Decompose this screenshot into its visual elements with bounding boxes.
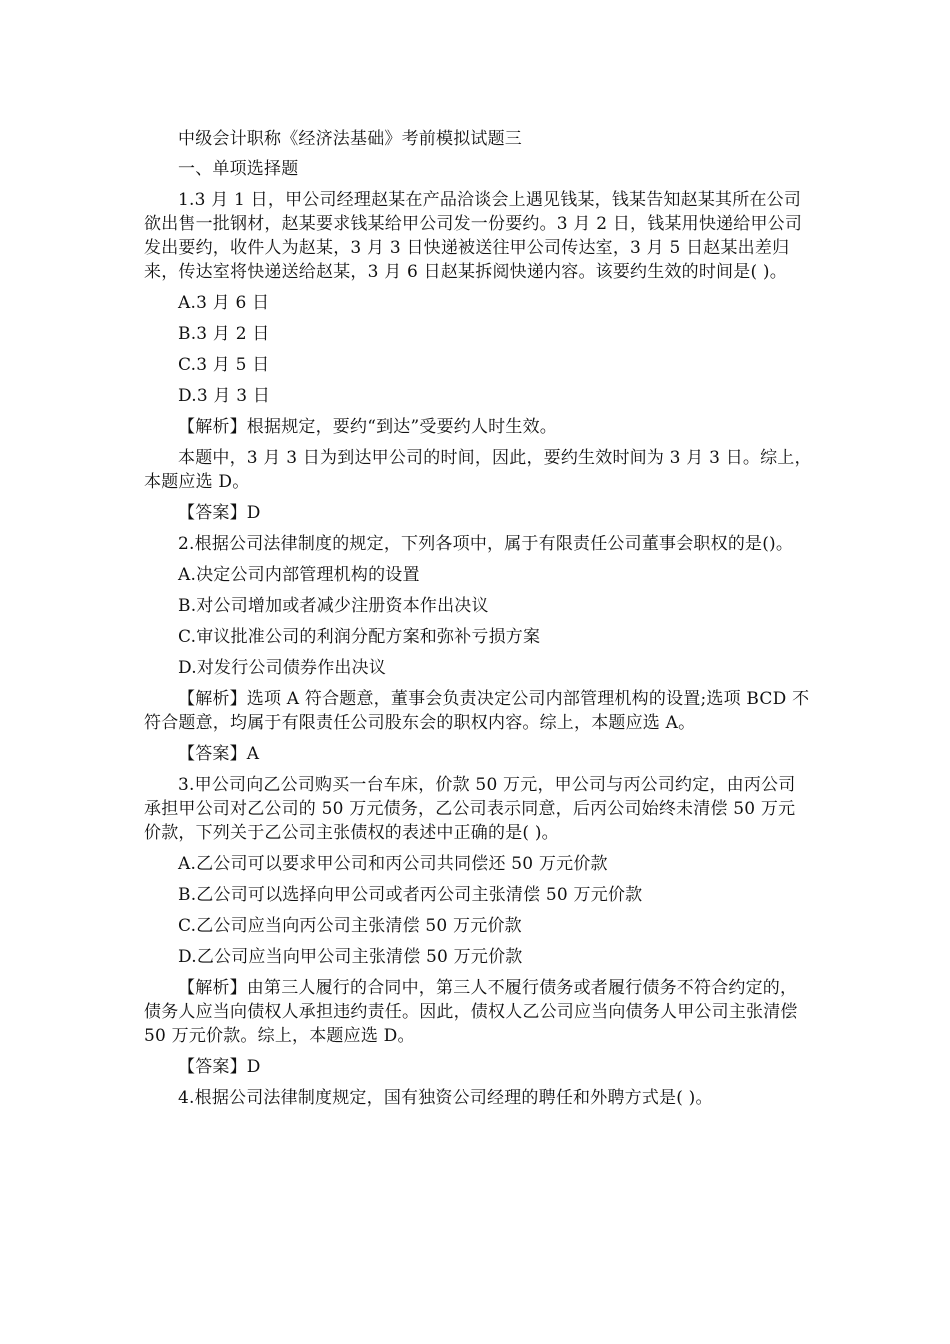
question-4-stem: 4.根据公司法律制度规定，国有独资公司经理的聘任和外聘方式是( )。	[178, 1088, 713, 1108]
question-1-option-b: B.3 月 2 日	[178, 324, 270, 344]
question-2-option-d: D.对发行公司债券作出决议	[178, 658, 387, 678]
section-heading: 一、单项选择题	[178, 159, 299, 179]
question-3-option-a: A.乙公司可以要求甲公司和丙公司共同偿还 50 万元价款	[178, 854, 608, 874]
question-1-answer: 【答案】D	[178, 503, 261, 523]
question-1-option-c: C.3 月 5 日	[178, 355, 270, 375]
question-2-answer: 【答案】A	[178, 744, 260, 764]
question-2-option-c: C.审议批准公司的利润分配方案和弥补亏损方案	[178, 627, 541, 647]
question-2-option-b: B.对公司增加或者减少注册资本作出决议	[178, 596, 489, 616]
question-1-analysis: 【解析】根据规定，要约“到达”受要约人时生效。	[178, 417, 557, 437]
page-title: 中级会计职称《经济法基础》考前模拟试题三	[178, 129, 522, 149]
document-body	[144, 127, 812, 1117]
question-1-option-a: A.3 月 6 日	[178, 293, 270, 313]
question-1-option-d: D.3 月 3 日	[178, 386, 271, 406]
question-3-stem: 3.甲公司向乙公司购买一台车床，价款 50 万元，甲公司与丙公司约定，由丙公司承担甲公司对乙公司的 50 万元债务，乙公司表示同意，后丙公司始终未清偿 50 万元价款，下列关于乙公司主张债权的表述中正确的是( )。	[144, 775, 796, 843]
question-1-stem: 1.3 月 1 日，甲公司经理赵某在产品洽谈会上遇见钱某，钱某告知赵某其所在公司欲出售一批钢材，赵某要求钱某给甲公司发一份要约。3 月 2 日，钱某用快递给甲公司发出要约，收件人为赵某，3 月 3 日快递被送往甲公司传达室，3 月 5 日赵某出差归来，传达室将快递送给赵某，3 月 6 日赵某拆阅快递内容。该要约生效的时间是( )。	[144, 190, 803, 282]
question-3-option-c: C.乙公司应当向丙公司主张清偿 50 万元价款	[178, 916, 522, 936]
question-3-analysis: 【解析】由第三人履行的合同中，第三人不履行债务或者履行债务不符合约定的，债务人应当向债权人承担违约责任。因此，债权人乙公司应当向债务人甲公司主张清偿 50 万元价款。综上，本题应选 D。	[144, 978, 798, 1046]
question-2-stem: 2.根据公司法律制度的规定，下列各项中，属于有限责任公司董事会职权的是()。	[178, 534, 794, 554]
question-3-option-b: B.乙公司可以选择向甲公司或者丙公司主张清偿 50 万元价款	[178, 885, 643, 905]
question-2-analysis: 【解析】选项 A 符合题意，董事会负责决定公司内部管理机构的设置;选项 BCD 不符合题意，均属于有限责任公司股东会的职权内容。综上，本题应选 A。	[144, 689, 810, 733]
question-3-answer: 【答案】D	[178, 1057, 261, 1077]
question-1-analysis-detail: 本题中，3 月 3 日为到达甲公司的时间，因此，要约生效时间为 3 月 3 日。综上，本题应选 D。	[144, 448, 812, 492]
question-2-option-a: A.决定公司内部管理机构的设置	[178, 565, 420, 585]
question-3-option-d: D.乙公司应当向甲公司主张清偿 50 万元价款	[178, 947, 523, 967]
